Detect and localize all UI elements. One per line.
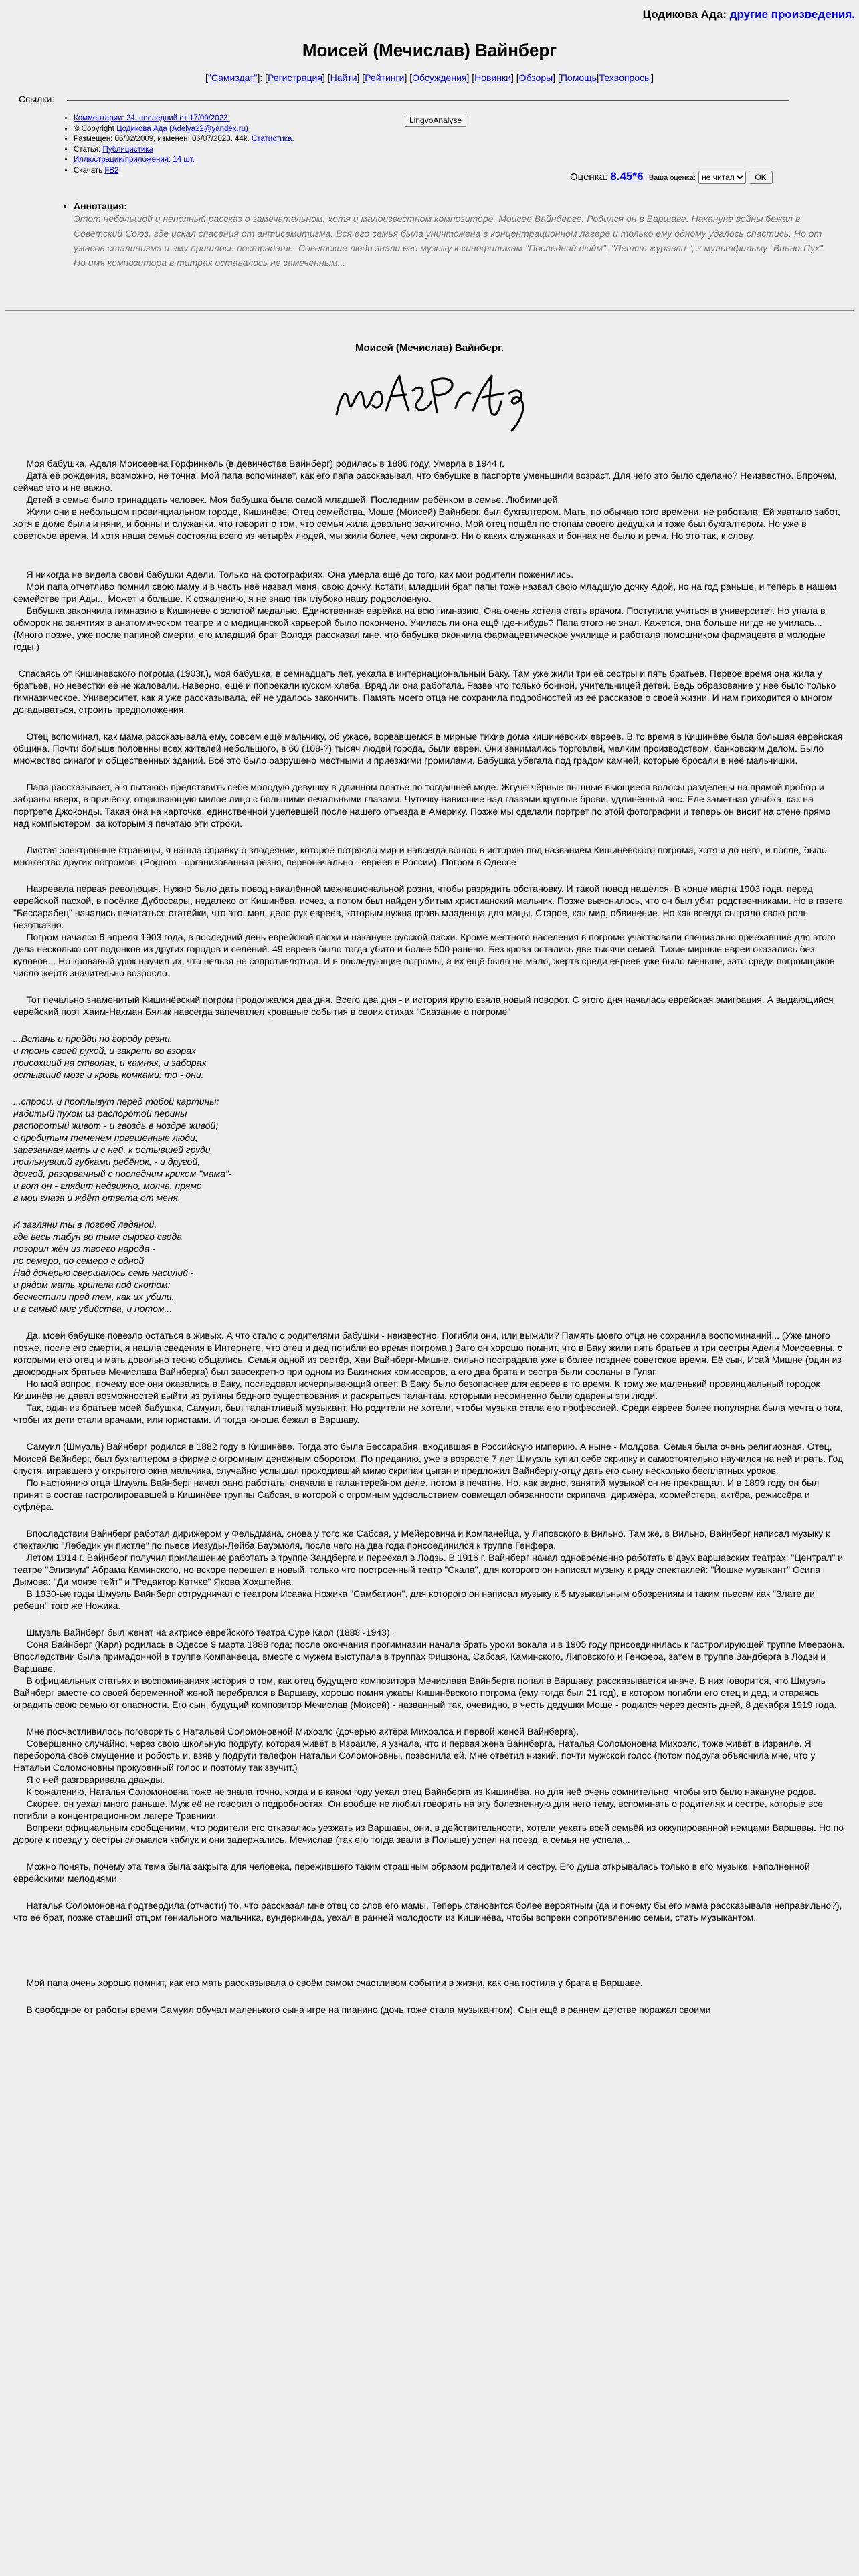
paragraph: Жили они в небольшом провинциальном городе, Кишинёве. Отец семейства, Моше (Моисей) Вайнберг, был бухгалтером. Мать, по обычаю того времени, не работала. Ей хватало забот, хотя в доме были и няни, и бонны и служанки, что говорит о том, что семья жила довольно зажиточно. Мой отец пошёл по стопам своего дедушки и тоже был бухгалтером. Но уже в советское время. И хотя наша семья состояла всего из четырёх людей, мы жили более, чем скромно. Ни о каких служанках и боннах не было и речи. Но это так, к слову. [13,506,843,541]
paragraph-spacer [13,1513,848,1527]
paragraph-spacer [13,1081,848,1095]
author-label: Цодикова Ада: [642,8,727,21]
paragraph: Можно понять, почему эта тема была закрыта для человека, пережившего таким страшным образом родителей и сестру. Его душа открывалась только в его музыке, наполненной еврейскими мелодиями. [13,1861,813,1884]
nav-reviews[interactable]: Обзоры [518,72,553,83]
paragraph: Бабушка закончила гимназию в Кишинёве с золотой медалью. Единственная еврейка на всю гимназию. Она очень хотела стать врачом. Поступила учиться в университет. Но упала в обморок на занятиях в анатомическом театре и с медицинской карьерой было покончено. Училась ли она ещё где-нибудь? Папа этого не знал. Кажется, она больше нигде не училась... (Много позже, уже после папиной смерти, его младший брат Володя рассказал мне, что бабушка окончила фармацевтическое училище и работала помощником фармацевта в молодые годы.) [13,605,828,652]
paragraph: Мой папа отчетливо помнил свою маму и в честь неё назвал меня, свою дочку. Кстати, младший брат папы тоже назвал свою младшую дочку Адой, но на год раньше, и теперь в нашем семействе три Ады... Может и больше. К сожалению, я не знаю так глубоко нашу родословную. [13,581,840,604]
annotation-text: Этот небольшой и неполный рассказ о замечательном, хотя и малоизвестном композиторе, Моисее Вайнберге. Родился он в Варшаве. Накануне войны бежал в Советский Союз, где искал спасения от антисемитизма. Вся его семья была уничтожена в концентрационном лагере и только ему одному удалось спастись. Но от ужасов сталинизма и ему пришлось пострадать. Советские люди знали его музыку к кинофильмам "Последний дюйм", "Летят журавли ", к мультфильму "Винни-Пух". Но имя композитора в титрах оставалось не замеченным... [74,213,826,268]
paragraph: Мне посчастливилось поговорить с Натальей Соломоновной Михоэлс (дочерью актёра Михоэлса и первой женой Вайнберга). [13,1726,579,1737]
nav-ratings[interactable]: Рейтинги [365,72,405,83]
nav-discussions[interactable]: Обсуждения [412,72,467,83]
copyright-prefix: © Copyright [74,124,114,133]
paragraph-spacer [13,1923,848,1950]
genre-link[interactable]: Публицистика [102,145,153,154]
header-divider [5,310,854,311]
illustrations-link[interactable]: Иллюстрации/приложения: 14 шт. [74,156,195,164]
author-header [643,8,855,21]
info-placed [74,134,294,145]
paragraph: К сожалению, Наталья Соломоновна тоже не знала точно, когда и в каком году уехал отец Вайнберга из Кишинёва, но для неё очень сомнительно, чтобы это было накануне родов. [13,1786,816,1797]
copyright-author-link[interactable]: Цодикова Ада [116,124,167,133]
paragraph: В свободное от работы время Самуил обучал маленького сына игре на пианино (дочь тоже стала музыкантом). Сын ещё в раннем детстве поражал своими [13,2004,711,2015]
paragraph-spacer [13,979,848,994]
poem-line: прильнувший губками ребёнок, - и другой, [13,1156,200,1167]
paragraph: Детей в семье было тринадцать человек. Моя бабушка была самой младшей. Последним ребёнком в семье. Любимицей. [13,494,561,505]
paragraph: Тот печально знаменитый Кишинёвский погром продолжался два дня. Всего два дня - и история круто взяла новый поворот. С этого дня началась еврейская эмиграция. А выдающийся еврейский поэт Хаим-Нахман Бялик навсегда запечатлел кровавые события в своих стихах "Сказание о погроме" [13,994,836,1017]
poem-line: с пробитым теменем повешенные люди; [13,1132,198,1143]
paragraph: В официальных статьях и воспоминаниях история о том, как отец будущего композитора Мечислава Вайнберга попал в Варшаву, рассказывается иначе. В них говорится, что Шмуэль Вайнберг вместе со своей беременной женой перебрался в Варшаву, хорошо помня ужасы Кишинёвского погрома (ему тогда был 21 год), в котором погибли его отец и дед, и стараясь оградить свою семью от опасности. Его сын, будущий композитор Мечислав (Моисей) - названный так, очевидно, в честь дедушки Моше - родился через десять дней, 8 декабря 1919 года. [13,1675,837,1710]
paragraph: В 1930-ые годы Шмуэль Вайнберг сотрудничал с театром Исаака Ножика "Самбатион", для которого он написал музыку к 5 музыкальным обозрениям и таким пьесам как "Злате ди ребецн" того же Ножика. [13,1588,818,1611]
paragraph: Совершенно случайно, через свою школьную подругу, которая живёт в Израиле, я узнала, что и первая жена Вайнберга, Наталья Соломоновна Михоэлс, тоже живёт в Израиле. Я переборола своё смущение и робость и, взяв у подруги телефон Натальи Соломоновны, позвонила ей. Мне ответил низкий, почти мужской голос (потом подруга объяснила мне, что у Натальи Соломоновны прокуренный голос и поэтому так звучит.) [13,1738,818,1773]
paragraph-spacer [13,716,848,730]
signature-drawing [324,361,539,435]
poem-line: позорил жён из твоего народа - [13,1243,155,1254]
download-prefix: Скачать [74,166,103,175]
copyright-email-link[interactable]: (Adelya22@yandex.ru) [169,124,248,133]
info-illustrations [74,155,294,166]
poem-line: по семеро, по семеро с одной. [13,1255,147,1266]
paragraph: Скорее, он уехал много раньше. Муж её не говорил о подробностях. Он вообще не любил говорить на эту болезненную для него тему, вспоминать о родителях и сестре, которые все погибли в концентрационном лагере Травники. [13,1798,826,1821]
rating-block [570,170,773,184]
info-copyright [74,124,294,135]
paragraph: Шмуэль Вайнберг был женат на актрисе еврейского театра Суре Карл (1888 -1943). [13,1627,393,1638]
nav-register[interactable]: Регистрация [268,72,322,83]
placed-text: Размещен: 06/02/2009, изменен: 06/07/2023. 44k. [74,135,250,143]
poem-line: Над дочерью свершалось семь насилий - [13,1267,194,1278]
nav-help[interactable]: Помощь [560,72,597,83]
paragraph: Соня Вайнберг (Карл) родилась в Одессе 9 марта 1888 года; после окончания прогимназии начала брать уроки вокала и в 1905 году присоединилась к гастролирующей труппе Меерзона. Впоследствии была примадонной в труппе Компанееца, вместе с мужем выступала в труппах Фишзона, Сабсая, Каминского, Липовского и Генфера, затем в труппе Зандберга в Лодзи и Варшаве. [13,1639,848,1674]
rating-value-link[interactable]: 8.45*6 [610,170,644,183]
info-genre [74,145,294,156]
signature-image [324,361,539,437]
paragraph: Дата её рождения, возможно, не точна. Мой папа вспоминает, как его папа рассказывал, что бабушке в паспорте уменьшили возраст. Для чего это было сделано? Неизвестно. Впрочем, сейчас это и не важно. [13,470,840,493]
paragraph: Я с ней разговаривала дважды. [13,1774,165,1785]
page-title: Моисей (Мечислав) Вайнберг [302,40,557,60]
paragraph: Самуил (Шмуэль) Вайнберг родился в 1882 году в Кишинёве. Тогда это была Бессарабия, входившая в Российскую империю. А ныне - Молдова. Семья была очень религиозная. Отец, Моисей Вайнберг, был бухгалтером в фирме с огромным денежным оборотом. По преданию, уже в возрасте 7 лет Шмуэль купил себе скрипку и самостоятельно научился на ней играть. Год спустя, игравшего у открытого окна мальчика, случайно услышал проходивший мимо скрипач цыган и предложил Вайнбергу-отцу дать его сыну несколько бесплатных уроков. [13,1441,846,1476]
paragraph: Вопреки официальным сообщениям, что родители его отказались уезжать из Варшавы, они, в действительности, хотели уехать всей семьёй из оккупированной немцами Варшавы. Но по дороге к поезду у сестры сломался каблук и они задержались. Мечислав (так его тогда звали в Польше) успел на поезд, а семья не успела... [13,1822,846,1845]
paragraph-spacer [13,1846,848,1860]
poem-line: где весь табун во тьме сырого свода [13,1231,183,1242]
paragraph-spacer [13,1018,848,1033]
poem-stanza [13,1218,848,1315]
poem-line: И загляни ты в погреб ледяной, [13,1219,157,1230]
paragraph-spacer [13,1711,848,1725]
poem-line: и в самый миг убийства, и потом... [13,1303,173,1314]
poem-stanza [13,1033,848,1081]
poem-line: ...Встань и пройди по городу резни, [13,1033,173,1044]
genre-prefix: Статья: [74,145,101,154]
annotation-item [74,201,830,270]
annotation [54,201,830,270]
info-comments [74,114,294,124]
paragraph: Папа рассказывает, а я пытаюсь представить себе молодую девушку в длинном платье по тогдашней моде. Жгуче-чёрные пышные вьющиеся волосы разделены на прямой пробор и забраны вверх, в причёску, открывающую милое лицо с большими печальными глазами. Чуточку нависшие над глазами круглые брови, удлинённый нос. Еле заметная улыбка, как на портрете Джоконды. Такая она на карточке, единственной уцелевшей после нашего отъезда в Америку. Позже мы сделали портрет по этой фотографии и теперь он висит на стене прямо над компьютером, за которым я печатаю эти строки. [13,782,834,829]
paragraph: Так, один из братьев моей бабушки, Самуил, был талантливый музыкант. Но родители не хотели, чтобы музыка стала его профессией. Среди евреев более популярна была мечта о том, чтобы их дети стали врачами, или юристами. И тогда юноша бежал в Варшаву. [13,1402,846,1425]
poem-line: остывший мозг и кровь комками: то - они. [13,1069,204,1080]
poem-line: присохший на стволах, и камнях, и заборах [13,1057,207,1068]
poem-line: зарезанная мать и с ней, к остывшей груди [13,1144,211,1155]
paragraph-spacer [13,1426,848,1440]
paragraph-spacer [13,542,848,568]
rating-label: Оценка: [570,171,608,183]
info-list [54,114,294,176]
paragraph-spacer [13,1315,848,1329]
article-body [13,457,848,2016]
nav-samizdat[interactable]: "Самиздат" [207,72,258,83]
annotation-heading: • Аннотация: [74,201,127,211]
paragraph: Назревала первая революция. Нужно было дать повод накалённой межнациональной розни, чтобы разрядить обстановку. И такой повод нашёлся. В конце марта 1903 года, перед еврейской пасхой, в посёлке Дубоссары, недалеко от Кишинёва, исчез, а потом был найден убитым христианский мальчик. Позже выяснилось, что он был убит родственниками. Но в газете "Бессарабец" начались печататься статейки, что это, мол, дело рук евреев, которым нужна кровь младенца для мацы. Старое, как мир, обвинение. Но как всегда сыграло свою роль безотказно. [13,883,846,930]
poem-line: набитый пухом из распоротой перины [13,1108,187,1119]
poem-stanza [13,1095,848,1204]
paragraph-spacer [13,1612,848,1626]
article-title: Моисей (Мечислав) Вайнберг. [355,342,504,354]
rating-select[interactable] [698,171,746,184]
poem-line: бесчестили пред тем, как их убили, [13,1291,175,1302]
download-fb2-link[interactable]: FB2 [104,166,119,175]
poem-line: и тронь своей рукой, и закрепи во взорах [13,1045,196,1056]
paragraph-spacer [13,829,848,844]
paragraph-spacer [13,1950,848,1977]
lingvo-analyse-button[interactable]: LingvoAnalyse [405,114,466,127]
poem-line: и рядом мать хрипела под скотом; [13,1279,171,1290]
paragraph-spacer [13,766,848,781]
rating-ok-button[interactable]: OK [749,171,772,184]
links-divider [67,100,789,101]
poem-line: распоротый живот - и гвоздь в ноздре живой; [13,1120,219,1131]
paragraph-spacer [13,653,848,667]
stats-link[interactable]: Статистика. [251,135,294,143]
paragraph: Отец вспоминал, как мама рассказывала ему, совсем ещё мальчику, об ужасе, ворвавшемся в мирные тихие дома кишинёвских евреев. В то время в Кишинёве была большая еврейская община. Почти больше половины всех жителей небольшого, в 60 (108-?) тысяч людей города, были евреи. Они занимались торговлей, мелким производством, банковским делом. Было множество синагог и общественных зданий. Всё это было разрушено местными и приезжими громилами. Бабушка убегала под градом камней, которые бросали в неё мальчишки. [13,731,846,766]
paragraph: Моя бабушка, Аделя Моисеевна Горфинкель (в девичестве Вайнберг) родилась в 1886 году. Умерла в 1944 г. [13,458,504,469]
nav-search[interactable]: Найти [330,72,357,83]
paragraph: Я никогда не видела своей бабушки Адели. Только на фотографиях. Она умерла ещё до того, как мои родители поженились. [13,569,574,580]
paragraph: Спасаясь от Кишиневского погрома (1903г.), моя бабушка, в семнадцать лет, уехала в интернациональный Баку. Там уже жили три её сестры и пять братьев. Первое время она жила у братьев, но невестки её не жаловали. Наверно, ещё и попрекали куском хлеба. Вряд ли она работала. Разве что только бонной, учительницей детей. Ведь образование у неё было только гимназическое. Университет, как я уже рассказывала, ей не удалось закончить. Память моего отца не сохранила подробностей из её рассказов о своей жизни. И нам приходится о многом догадываться, строить предположения. [13,668,838,715]
paragraph: По настоянию отца Шмуэль Вайнберг начал рано работать: сначала в галантерейном деле, потом в печатне. Но, как видно, занятий музыкой он не прекращал. И в 1899 году он был принят в состав гастролировавшей в Кишинёве труппы Сабсая, в которой с огромным удовольствием совмещал обязанности скрипача, дирижёра, хормейстера, актёра, режиссёра и суфлёра. [13,1477,822,1512]
your-rating-label: Ваша оценка: [648,174,696,182]
paragraph-spacer [13,1204,848,1218]
paragraph: Наталья Соломоновна подтвердила (отчасти) то, что рассказал мне отец со слов его мамы. Теперь становится более вероятным (да и почему бы его мама рассказывала неправильно?), что её брат, позже ставший отцом гениального мальчика, вундеркинда, уехал в ранней молодости из Кишинёва, чтобы вопреки сопротивлению семьи, стать музыкантом. [13,1900,845,1923]
comments-link[interactable]: Комментарии: 24, последний от 17/09/2023. [74,114,230,122]
paragraph: Но мой вопрос, почему все они оказались в Баку, последовал исчерпывающий ответ. В Баку было безопаснее для евреев в то время. К тому же маленький провинциальный городок Кишинёв не давал возможностей выйти из рутины бедного существования и раскрыться талантам, которыми несомненно были одарены эти люди. [13,1378,823,1401]
paragraph: Летом 1914 г. Вайнберг получил приглашение работать в труппе Зандберга и переехал в Лодзь. В 1916 г. Вайнберг начал одновременно работать в двух варшавских театрах: "Централ" и театре "Элизиум" Абрама Каминского, но вскоре перешел в новый, только что построенный театр "Скала", для которого он написал музыку к ряду спектаклей: "Йошке музыкант" Осипа Дымова; "Ди моизе тейт" и "Редактор Катчке" Якова Хохштейна. [13,1552,846,1587]
paragraph: Листая электронные страницы, я нашла справку о злодеянии, которое потрясло мир и навсегда вошло в историю под названием Кишинёвского погрома, хотя и до него, и после, было множество других погромов. (Pogrom - организованная резня, первоначально - евреев в России). Погром в Одессе [13,845,830,867]
poem-line: другой, разорванный с последним криком "мама"- [13,1168,232,1179]
paragraph: Да, моей бабушке повезло остаться в живых. А что стало с родителями бабушки - неизвестно. Погибли они, или выжили? Память моего отца не сохранила воспоминаний... (Уже много позже, после его смерти, я нашла сведения в Интернете, что отец и дед погибли во время погрома.) Зато он хорошо помнит, что в Баку жили пять братьев и три сестры Адели Моисеевны, с которыми его отец и мать довольно тесно общались. Семья одной из сестёр, Хаи Вайнберг-Мишне, сильно пострадала уже в более позднее советское время. Её сын, Исай Мишне (один из двоюродных братьев Мечислава Вайнберга) был завсекретно при одном из Бакинских комиссаров, а его два брата и сестра были сосланы в Гулаг. [13,1330,845,1377]
paragraph: Погром начался 6 апреля 1903 года, в последний день еврейской пасхи и накануне русской пасхи. Кроме местного населения в погроме участвовали специально приехавшие для этого дела несколько сот подонков из других городов и селений. 49 евреев было тогда убито и более 500 ранено. Без крова остались две тысячи семей. Тихие мирные евреи оказались без куловов... Но кровавый урок научил их, что нельзя не сопротивляться. И в последующие погромы, а их ещё было не мало, жертв среди евреев уже было меньше, зато среди погромщиков число жертв значительно возросло. [13,932,838,978]
poem-line: ...спроси, и проплывут перед тобой картины: [13,1096,219,1107]
nav-tech[interactable]: Техвопросы [599,72,652,83]
paragraph-spacer [13,868,848,883]
nav-new[interactable]: Новинки [474,72,511,83]
poem-line: и вот он - глядит недвижно, молча, прямо [13,1180,202,1191]
paragraph: Впоследствии Вайнберг работал дирижером у Фельдмана, снова у того же Сабсая, у Мейеровича и Компанейца, у Липовского в Вильно. Там же, в Вильно, Вайнберг написал музыку к спектаклю "Лебедик ун пистле" по пьесе Иезуды-Лейба Бауэмоля, после чего на два года присоединился к труппе Генфера. [13,1528,833,1551]
poem-line: в мои глаза и ждёт ответа от меня. [13,1192,181,1203]
links-label: Ссылки: [19,94,55,104]
info-download [74,166,294,177]
paragraph-spacer [13,1885,848,1899]
paragraph: Мой папа очень хорошо помнит, как его мать рассказывала о своём самом счастливом событии в жизни, как она гостила у брата в Варшаве. [13,1977,643,1988]
site-nav: ["Самиздат"]: [Регистрация] [Найти] [Рейтинги] [Обсуждения] [Новинки] [Обзоры] [Помощь|Техвопросы] [205,72,654,83]
other-works-link[interactable]: другие произведения. [729,8,855,21]
paragraph-spacer [13,1989,848,2004]
